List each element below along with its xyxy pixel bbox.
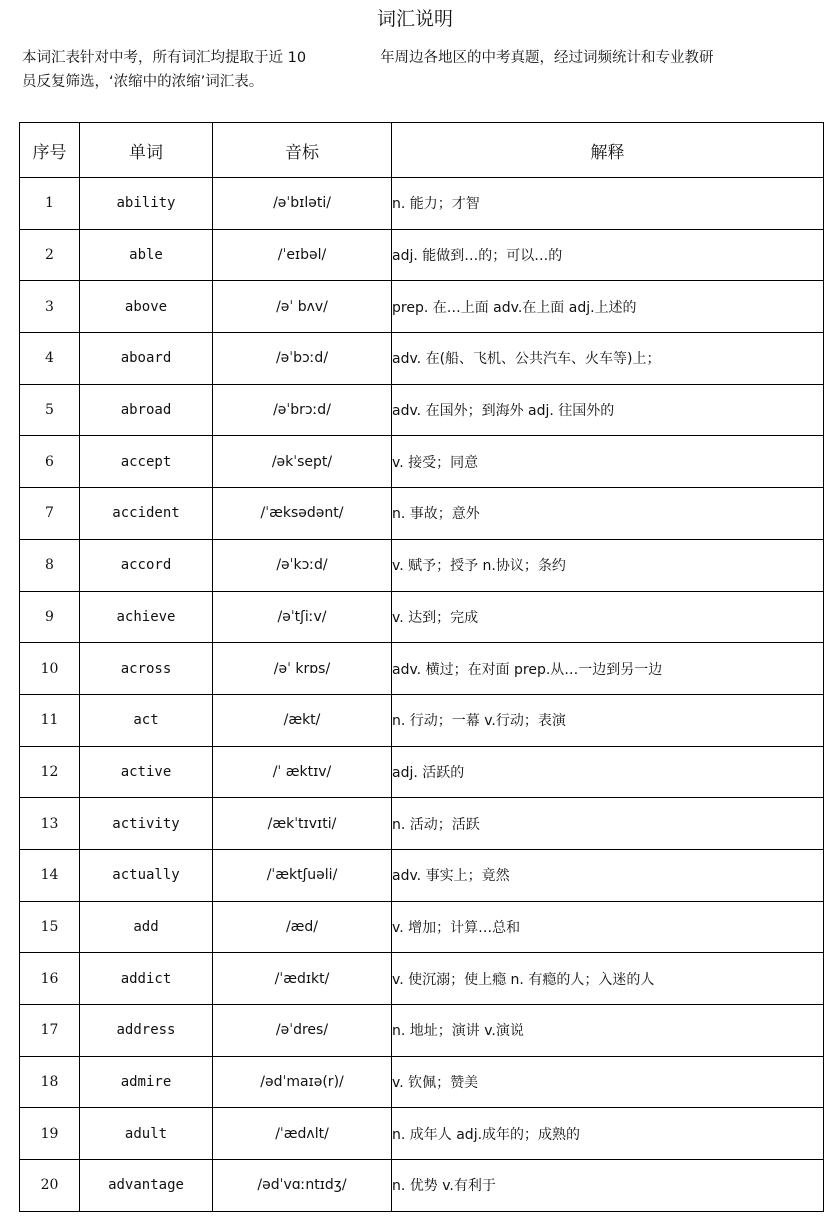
intro-text-part3: 员反复筛选，‘浓缩中的浓缩’词汇表。 — [22, 74, 264, 90]
row-number: 1 — [20, 178, 80, 230]
row-definition: adv. 在国外；到海外 adj. 往国外的 — [392, 384, 824, 436]
row-word: accident — [80, 488, 213, 540]
row-phonetic: /ˈeɪbəl/ — [213, 229, 392, 281]
row-definition: adv. 在(船、飞机、公共汽车、火车等)上； — [392, 333, 824, 385]
row-definition: n. 事故；意外 — [392, 488, 824, 540]
row-word: abroad — [80, 384, 213, 436]
row-word: active — [80, 746, 213, 798]
row-number: 6 — [20, 436, 80, 488]
row-phonetic: /əˈtʃiːv/ — [213, 591, 392, 643]
table-row — [20, 178, 824, 230]
row-word: able — [80, 229, 213, 281]
row-phonetic: /ˈædʌlt/ — [213, 1108, 392, 1160]
row-definition: v. 钦佩；赞美 — [392, 1056, 824, 1108]
row-definition: v. 增加；计算…总和 — [392, 901, 824, 953]
row-word: accept — [80, 436, 213, 488]
row-word: achieve — [80, 591, 213, 643]
row-word: add — [80, 901, 213, 953]
row-definition: adv. 横过；在对面 prep.从…一边到另一边 — [392, 643, 824, 695]
row-number: 18 — [20, 1056, 80, 1108]
table-row — [20, 1005, 824, 1057]
table-row — [20, 901, 824, 953]
table-row — [20, 849, 824, 901]
table-row — [20, 1160, 824, 1212]
table-row — [20, 384, 824, 436]
row-phonetic: /ədˈvɑːntɪdʒ/ — [213, 1160, 392, 1212]
row-definition: v. 达到；完成 — [392, 591, 824, 643]
row-phonetic: /ˈæksədənt/ — [213, 488, 392, 540]
row-definition: n. 能力；才智 — [392, 178, 824, 230]
row-word: accord — [80, 539, 213, 591]
row-phonetic: /əˈ bʌv/ — [213, 281, 392, 333]
table-header-row — [20, 123, 824, 178]
header-word: 单词 — [80, 123, 213, 178]
row-definition: v. 赋予；授予 n.协议；条约 — [392, 539, 824, 591]
row-number: 16 — [20, 953, 80, 1005]
table-row — [20, 798, 824, 850]
row-number: 8 — [20, 539, 80, 591]
row-phonetic: /əˈbɔːd/ — [213, 333, 392, 385]
row-word: address — [80, 1005, 213, 1057]
row-number: 13 — [20, 798, 80, 850]
row-word: above — [80, 281, 213, 333]
table-row — [20, 1108, 824, 1160]
row-phonetic: /əˈbɪləti/ — [213, 178, 392, 230]
row-phonetic: /əˈkɔːd/ — [213, 539, 392, 591]
row-word: addict — [80, 953, 213, 1005]
intro-text-part2: 年周边各地区的中考真题，经过词频统计和专业教研 — [380, 50, 714, 66]
row-phonetic: /ˈ æktɪv/ — [213, 746, 392, 798]
row-number: 3 — [20, 281, 80, 333]
row-word: advantage — [80, 1160, 213, 1212]
row-phonetic: /ˈædɪkt/ — [213, 953, 392, 1005]
row-definition: n. 活动；活跃 — [392, 798, 824, 850]
row-number: 20 — [20, 1160, 80, 1212]
row-number: 17 — [20, 1005, 80, 1057]
table-row — [20, 694, 824, 746]
row-phonetic: /ˈæktʃuəli/ — [213, 849, 392, 901]
row-number: 14 — [20, 849, 80, 901]
table-row — [20, 281, 824, 333]
row-number: 7 — [20, 488, 80, 540]
row-definition: v. 使沉溺；使上瘾 n. 有瘾的人；入迷的人 — [392, 953, 824, 1005]
table-row — [20, 591, 824, 643]
row-phonetic: /əˈbrɔːd/ — [213, 384, 392, 436]
table-row — [20, 333, 824, 385]
row-word: actually — [80, 849, 213, 901]
row-definition: adj. 能做到…的；可以…的 — [392, 229, 824, 281]
table-row — [20, 488, 824, 540]
row-word: adult — [80, 1108, 213, 1160]
row-number: 4 — [20, 333, 80, 385]
table-row — [20, 539, 824, 591]
row-word: aboard — [80, 333, 213, 385]
row-definition: v. 接受；同意 — [392, 436, 824, 488]
header-definition: 解释 — [392, 123, 824, 178]
table-row — [20, 746, 824, 798]
row-word: across — [80, 643, 213, 695]
row-definition: n. 成年人 adj.成年的；成熟的 — [392, 1108, 824, 1160]
table-row — [20, 953, 824, 1005]
table-row — [20, 229, 824, 281]
row-phonetic: /æd/ — [213, 901, 392, 953]
row-phonetic: /ækt/ — [213, 694, 392, 746]
page-title: 词汇说明 — [376, 8, 453, 30]
table-row — [20, 436, 824, 488]
row-definition: prep. 在…上面 adv.在上面 adj.上述的 — [392, 281, 824, 333]
row-number: 10 — [20, 643, 80, 695]
row-number: 9 — [20, 591, 80, 643]
row-number: 12 — [20, 746, 80, 798]
table-body — [20, 178, 824, 1212]
row-definition: adj. 活跃的 — [392, 746, 824, 798]
row-number: 5 — [20, 384, 80, 436]
row-phonetic: /əˈdres/ — [213, 1005, 392, 1057]
table-row — [20, 643, 824, 695]
table-row — [20, 1056, 824, 1108]
row-definition: adv. 事实上；竟然 — [392, 849, 824, 901]
header-phonetic: 音标 — [213, 123, 392, 178]
intro-text-part1: 本词汇表针对中考，所有词汇均提取于近 10 — [22, 50, 307, 66]
row-phonetic: /əkˈsept/ — [213, 436, 392, 488]
row-definition: n. 地址；演讲 v.演说 — [392, 1005, 824, 1057]
row-word: ability — [80, 178, 213, 230]
row-phonetic: /ækˈtɪvɪti/ — [213, 798, 392, 850]
row-definition: n. 行动；一幕 v.行动；表演 — [392, 694, 824, 746]
row-number: 19 — [20, 1108, 80, 1160]
intro-paragraph — [22, 46, 827, 94]
row-word: activity — [80, 798, 213, 850]
row-phonetic: /ədˈmaɪə(r)/ — [213, 1056, 392, 1108]
vocabulary-table — [19, 122, 824, 1212]
row-word: act — [80, 694, 213, 746]
header-number: 序号 — [20, 123, 80, 178]
row-definition: n. 优势 v.有利于 — [392, 1160, 824, 1212]
row-number: 11 — [20, 694, 80, 746]
row-number: 15 — [20, 901, 80, 953]
row-number: 2 — [20, 229, 80, 281]
row-word: admire — [80, 1056, 213, 1108]
row-phonetic: /əˈ krɒs/ — [213, 643, 392, 695]
